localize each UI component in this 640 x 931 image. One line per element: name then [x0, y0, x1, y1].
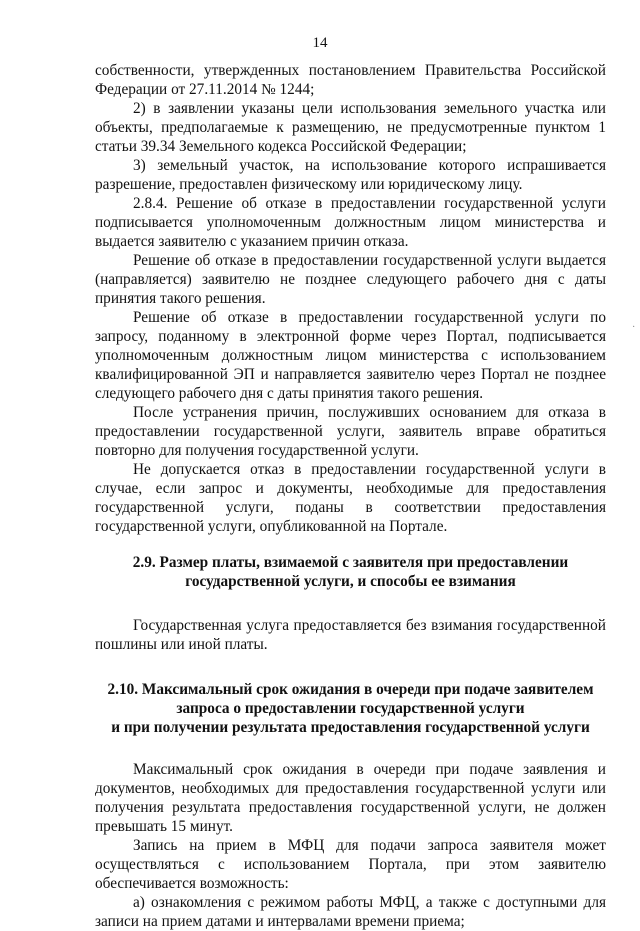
paragraph-no-refusal: Не допускается отказ в предоставлении государственной услуги в случае, если запрос и документы, необходимые для предоставления государственной услуги, поданы в соответствии предоставления государственной услуги, опубликованной на Портале.: [95, 461, 606, 535]
paragraph-wait-time: Максимальный срок ожидания в очереди при подаче заявления и документов, необходимых для предоставления государственной услуги или получения результата предоставления государственной услуги, не должен превышать 15 минут.: [95, 761, 606, 835]
scan-mark: ·: [632, 322, 636, 333]
section-heading-2-10-line2: запроса о предоставлении государственной услуги: [176, 700, 525, 717]
section-heading-2-10-line1: 2.10. Максимальный срок ожидания в очереди при подаче заявителем: [107, 681, 594, 698]
section-heading-2-9: [95, 553, 606, 591]
paragraph-refusal-issuance: Решение об отказе в предоставлении государственной услуги выдается (направляется) заявителю не позднее следующего рабочего дня с даты принятия такого решения.: [95, 252, 606, 307]
paragraph-appointment: Запись на прием в МФЦ для подачи запроса заявителя может осуществляться с использованием Портала, при этом заявителю обеспечивается возможность:: [95, 837, 606, 892]
list-item-a: а) ознакомления с режимом работы МФЦ, а также с доступными для записи на прием датами и интервалами времени приема;: [95, 894, 606, 930]
paragraph-refusal-electronic: Решение об отказе в предоставлении государственной услуги по запросу, поданному в электронной форме через Портал, подписывается уполномоченным должностным лицом министерства с использованием квалифицированной ЭП и направляется заявителю через Портал не позднее следующего рабочего дня с даты принятия такого решения.: [95, 309, 606, 402]
paragraph-2-8-4: 2.8.4. Решение об отказе в предоставлении государственной услуги подписывается уполномоченным должностным лицом министерства и выдается заявителю с указанием причин отказа.: [95, 195, 606, 250]
section-heading-2-10-line3: и при получении результата предоставления государственной услуги: [111, 719, 590, 736]
paragraph-continuation: собственности, утвержденных постановлением Правительства Российской Федерации от 27.11.2014 № 1244;: [95, 62, 606, 98]
paragraph-reapply: После устранения причин, послуживших основанием для отказа в предоставлении государственной услуги, заявитель вправе обратиться повторно для получения государственной услуги.: [95, 404, 606, 459]
section-heading-2-10: [95, 680, 606, 737]
paragraph-fee: Государственная услуга предоставляется без взимания государственной пошлины или иной платы.: [95, 617, 606, 653]
list-item-2: 2) в заявлении указаны цели использования земельного участка или объекты, предполагаемые к размещению, не предусмотренные пунктом 1 статьи 39.34 Земельного кодекса Российской Федерации;: [95, 100, 606, 155]
list-item-3: 3) земельный участок, на использование которого испрашивается разрешение, предоставлен физическому или юридическому лицу.: [95, 157, 606, 193]
section-heading-2-9-line1: 2.9. Размер платы, взимаемой с заявителя при предоставлении: [132, 554, 569, 571]
section-heading-2-9-line2: государственной услуги, и способы ее взимания: [185, 573, 516, 590]
document-body: [95, 61, 606, 931]
page-number: 14: [312, 35, 328, 51]
